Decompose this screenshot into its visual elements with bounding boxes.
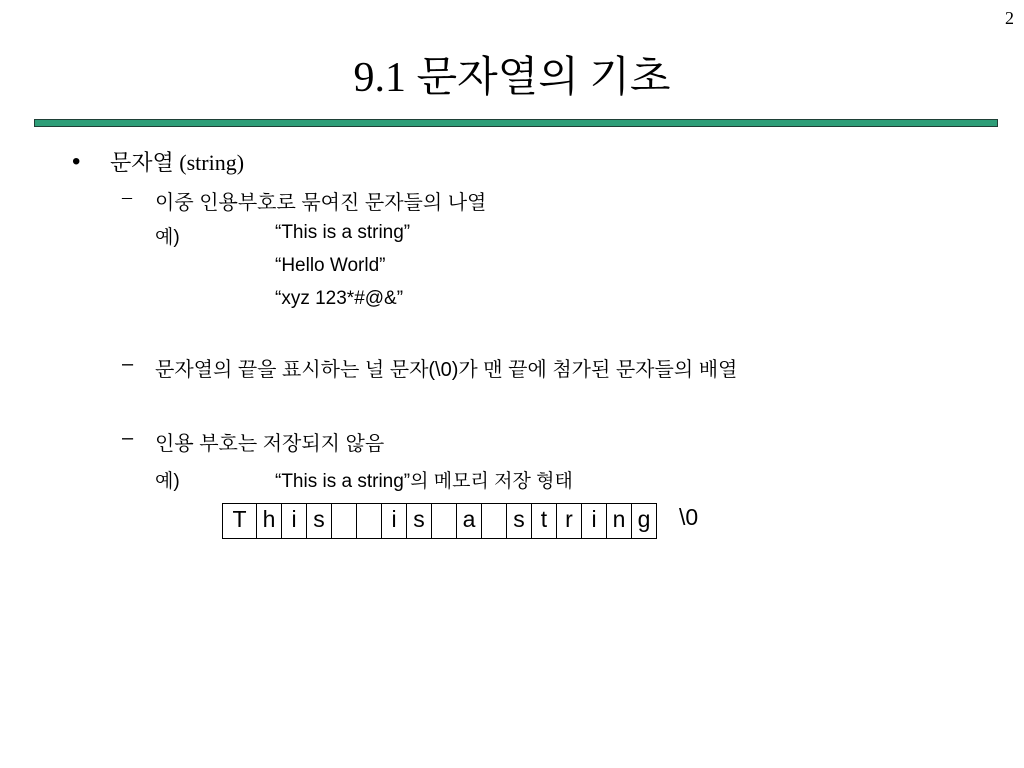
slide-title: 9.1 문자열의 기초 [353, 55, 671, 101]
dash-icon: – [122, 186, 132, 208]
sub-bullet-2-text: 문자열의 끝을 표시하는 널 문자(\0)가 맨 끝에 첨가된 문자들의 배열 [155, 359, 738, 381]
memory-storage-row [223, 504, 657, 539]
dash-icon: – [122, 353, 134, 375]
example-label-2: 예) [155, 471, 180, 492]
bullet-main-paren: (string) [179, 150, 245, 175]
memory-cell: a [457, 504, 482, 539]
memory-cell: t [532, 504, 557, 539]
memory-cell [357, 504, 382, 539]
memory-cell: r [557, 504, 582, 539]
memory-example [275, 466, 573, 493]
memory-cell: n [607, 504, 632, 539]
memory-cell [482, 504, 507, 539]
memory-cell [332, 504, 357, 539]
page-number: 2 [1005, 8, 1014, 28]
bullet-main [110, 146, 244, 177]
example-string-2: “Hello World” [275, 255, 386, 276]
example-label-1: 예) [155, 227, 180, 248]
dash-icon: – [122, 427, 134, 449]
memory-cell: s [307, 504, 332, 539]
memory-cell: T [223, 504, 257, 539]
sub-bullet-3-text: 인용 부호는 저장되지 않음 [155, 433, 385, 455]
memory-cell: s [507, 504, 532, 539]
memory-example-suffix: 의 메모리 저장 형태 [410, 471, 573, 492]
memory-cell: i [282, 504, 307, 539]
example-string-3: “xyz 123*#@&” [275, 288, 404, 309]
memory-example-quote: “This is a string” [275, 471, 411, 492]
memory-cell: i [382, 504, 407, 539]
bullet-main-label: 문자열 [110, 150, 174, 175]
example-string-1: “This is a string” [275, 222, 411, 243]
memory-cell: s [407, 504, 432, 539]
memory-cell [432, 504, 457, 539]
memory-cell: i [582, 504, 607, 539]
memory-storage-table [222, 503, 657, 539]
memory-cell: h [257, 504, 282, 539]
bullet-dot-icon: • [72, 148, 81, 175]
null-terminator: \0 [679, 504, 699, 530]
memory-cell: g [632, 504, 657, 539]
title-divider [34, 119, 998, 127]
sub-bullet-1-text: 이중 인용부호로 묶여진 문자들의 나열 [155, 192, 487, 214]
